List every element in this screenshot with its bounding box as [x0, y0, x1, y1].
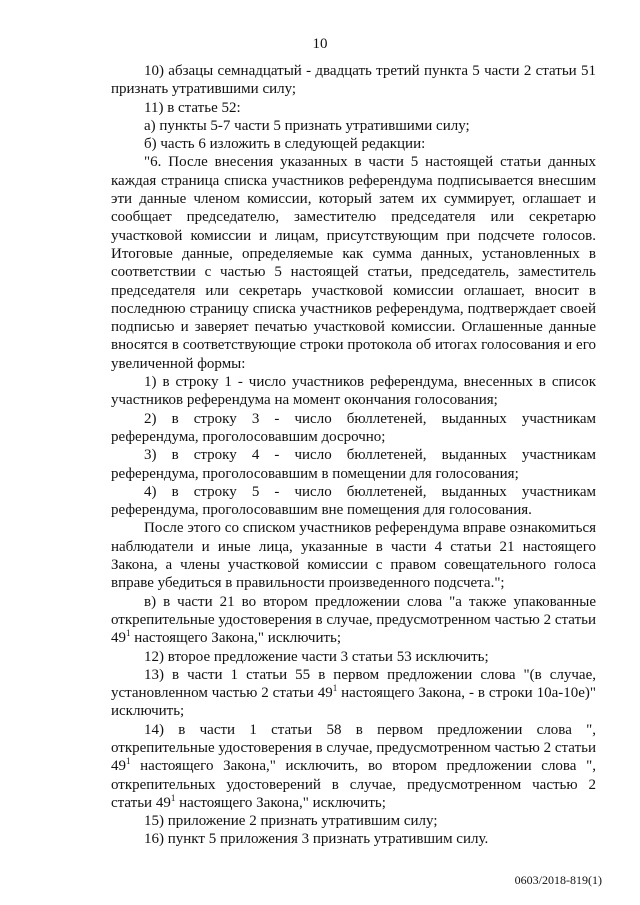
paragraph-11a: а) пункты 5-7 части 5 признать утратившими силу;	[144, 117, 470, 134]
paragraph-13-text-b: настоящего Закона, - в строки 10а-10е)" исключить;	[111, 685, 597, 720]
paragraph-6-quote: "6. После внесения указанных в части 5 настоящей статьи данных каждая страница списка участников референдума подписывается внесшим эти данные членом комиссии, который затем их суммирует, оглашает и сообщает председателю, заместителю председателя или секретарю участковой комиссии и лицам, присутствующим при подсчете голосов. Итоговые данные, определяемые как сумма данных, установленных в соответствии с частью 5 настоящей статьи, председатель, заместитель председателя или секретарь участковой комиссии оглашает, вносит в последнюю страницу списка участников референдума, подтверждает своей подписью и заверяет печатью участковой комиссии. Оглашенные данные вносятся в соответствующие строки протокола об итогах голосования и его увеличенной формы:	[111, 154, 596, 372]
superscript: 1	[126, 756, 131, 767]
paragraph-11b: б) часть 6 изложить в следующей редакции:	[144, 136, 426, 153]
paragraph-11: 11) в статье 52:	[144, 99, 241, 116]
document-code: 0603/2018-819(1)	[514, 873, 602, 887]
paragraph-11v	[111, 593, 596, 648]
superscript: 1	[170, 792, 176, 803]
list-item-1: 1) в строку 1 - число участников референдума, внесенных в список участников референдума на момент окончания голосования;	[111, 374, 596, 409]
paragraph-10: 10) абзацы семнадцатый - двадцать третий пункта 5 части 2 статьи 51 признать утратившими силу;	[111, 63, 596, 98]
document-body	[111, 62, 596, 849]
page-number: 10	[312, 36, 328, 52]
paragraph-13	[111, 666, 596, 721]
list-item-2: 2) в строку 3 - число бюллетеней, выданных участникам референдума, проголосовавшим досрочно;	[111, 410, 596, 445]
superscript: 1	[332, 683, 338, 694]
paragraph-15: 15) приложение 2 признать утратившим силу;	[144, 813, 438, 830]
paragraph-14-text-a: 14) в части 1 статьи 58 в первом предложении слова ", открепительные удостоверения в случае, предусмотренном частью 2 статьи 49	[111, 721, 596, 775]
paragraph-12: 12) второе предложение части 3 статьи 53 исключить;	[144, 648, 489, 665]
superscript: 1	[126, 628, 131, 639]
paragraph-16: 16) пункт 5 приложения 3 признать утратившим силу.	[144, 831, 489, 848]
paragraph-11v-text-a: в) в части 21 во втором предложении слова "а также упакованные открепительные удостоверения в случае, предусмотренном частью 2 статьи 49	[111, 593, 596, 647]
paragraph-14-text-c: настоящего Закона," исключить;	[175, 794, 386, 811]
paragraph-14	[111, 721, 596, 812]
paragraph-13-text-a: 13) в части 1 статьи 55 в первом предложении слова "(в случае, установленном частью 2 статьи 49	[111, 666, 596, 702]
paragraph-14-text-b: настоящего Закона," исключить, во втором предложении слова ", открепительных удостоверений в случае, предусмотренном частью 2 статьи 49	[111, 758, 596, 811]
list-item-3: 3) в строку 4 - число бюллетеней, выданных участникам референдума, проголосовавшим в помещении для голосования;	[111, 447, 596, 482]
paragraph-after-list: После этого со списком участников референдума вправе ознакомиться наблюдатели и иные лица, указанные в части 4 статьи 21 настоящего Закона, а члены участковой комиссии с правом совещательного голоса вправе убедиться в правильности произведенного подсчета.";	[111, 520, 596, 592]
list-item-4: 4) в строку 5 - число бюллетеней, выданных участникам референдума, проголосовавшим вне помещения для голосования.	[111, 483, 596, 519]
paragraph-11v-text-b: настоящего Закона," исключить;	[130, 630, 342, 647]
